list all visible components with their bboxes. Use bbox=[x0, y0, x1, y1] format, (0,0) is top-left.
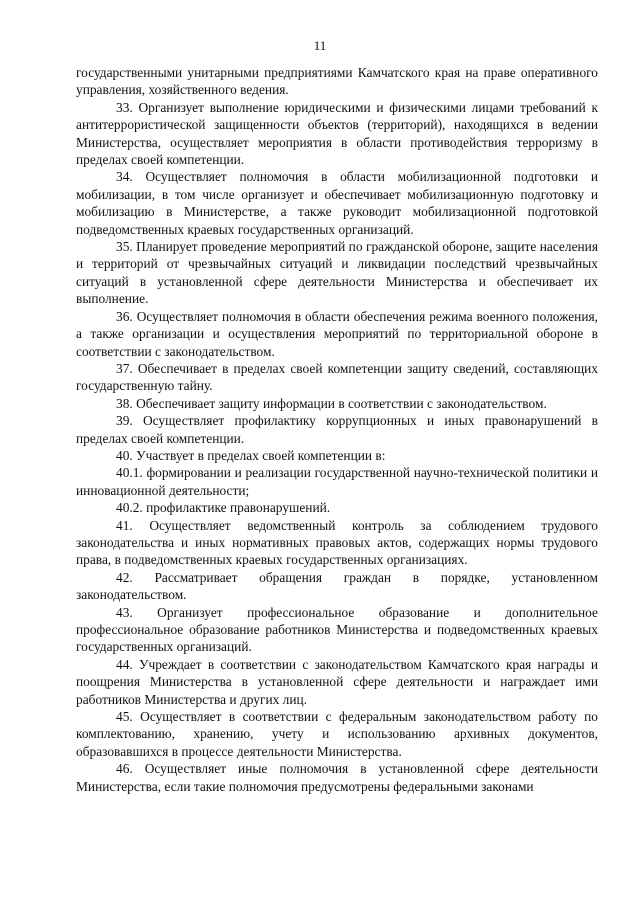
paragraph-35: 35. Планирует проведение мероприятий по гражданской обороне, защите населения и территорий от чрезвычайных ситуаций и ликвидации последствий чрезвычайных ситуаций в установленной сфере деятельности Министерства и обеспечивает их выполнение. bbox=[76, 239, 598, 307]
paragraph-40-1: 40.1. формировании и реализации государственной научно-технической политики и инновационной деятельности; bbox=[76, 465, 598, 498]
paragraph-36: 36. Осуществляет полномочия в области обеспечения режима военного положения, а также организации и осуществления мероприятий по территориальной обороне в соответствии с законодательством. bbox=[76, 308, 598, 359]
paragraph-45: 45. Осуществляет в соответствии с федеральным законодательством работу по комплектованию, хранению, учету и использованию архивных документов, образовавшихся в процессе деятельности Министерства. bbox=[76, 709, 598, 759]
paragraph-33: 33. Организует выполнение юридическими и физическими лицами требований к антитеррористической защищенности объектов (территорий), находящихся в ведении Министерства, осуществляет мероприятия в области противодействия терроризму в пределах своей компетенции. bbox=[76, 99, 598, 168]
paragraph-38: 38. Обеспечивает защиту информации в соответствии с законодательством. bbox=[116, 395, 547, 411]
paragraph-40: 40. Участвует в пределах своей компетенции в: bbox=[116, 447, 386, 463]
paragraph-46: 46. Осуществляет иные полномочия в установленной сфере деятельности Министерства, если такие полномочия предусмотрены федеральными законами bbox=[76, 761, 598, 794]
paragraph-continuation: государственными унитарными предприятиями Камчатского края на праве оперативного управления, хозяйственного ведения. bbox=[76, 65, 598, 98]
paragraph-44: 44. Учреждает в соответствии с законодательством Камчатского края награды и поощрения Министерства в установленной сфере деятельности и награждает ими работников Министерства и других лиц. bbox=[76, 656, 598, 707]
paragraph-34: 34. Осуществляет полномочия в области мобилизационной подготовки и мобилизации, в том числе организует и обеспечивает мобилизационную подготовку и мобилизацию в Министерстве, а также руководит мобилизационной подготовкой подведомственных краевых государственных организаций. bbox=[76, 169, 598, 237]
document-body bbox=[76, 64, 598, 795]
paragraph-40-2: 40.2. профилактике правонарушений. bbox=[116, 500, 331, 516]
paragraph-37: 37. Обеспечивает в пределах своей компетенции защиту сведений, составляющих государственную тайну. bbox=[76, 360, 598, 394]
paragraph-39: 39. Осуществляет профилактику коррупционных и иных правонарушений в пределах своей компетенции. bbox=[76, 413, 598, 446]
page-number: 11 bbox=[313, 38, 327, 53]
paragraph-42: 42. Рассматривает обращения граждан в порядке, установленном законодательством. bbox=[76, 569, 598, 603]
paragraph-43: 43. Организует профессиональное образование и дополнительное профессиональное образование работников Министерства и подведомственных краевых государственных организаций. bbox=[76, 604, 598, 655]
paragraph-41: 41. Осуществляет ведомственный контроль за соблюдением трудового законодательства и иных нормативных правовых актов, содержащих нормы трудового права, в подведомственных краевых государственных организациях. bbox=[76, 517, 598, 568]
